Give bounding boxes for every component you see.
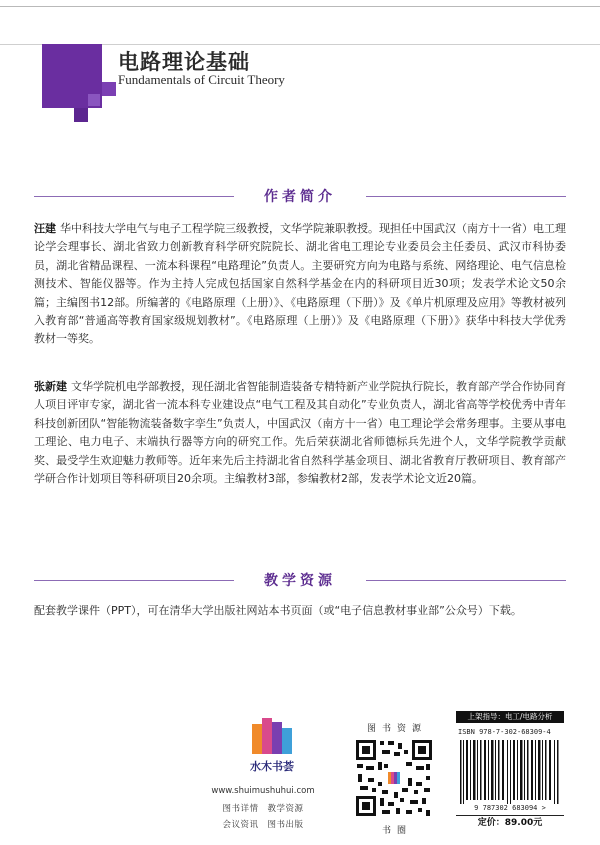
author-bio-text: 文华学院机电学部教授，现任湖北省智能制造装备专精特新产业学院执行院长，教育部产学合作协同育人项目评审专家，湖北省一流本科专业建设点“电气工程及其自动化”专业负责人，湖北省高等学校优秀中青年科技创新团队“智能物流装备数字孪生”负责人，中国武汉（南方十一省）电工理论学会常务理事。主要从事电工理论、电力电子、末端执行器等方向的研究工作。先后荣获湖北省师德标兵先进个人，文华学院教学贡献奖、最受学生欢迎魅力教师等。近年来先后主持湖北省自然科学基金项目、湖北省教育厅教研项目、教育部产学研合作计划项目等科研项目20余项。主编教材3部，参编教材2部，发表学术论文近20篇。 [34,380,566,486]
authors-heading-label: 作者简介 [264,189,336,205]
decor-block-small [74,108,88,122]
resources-heading-label: 教学资源 [264,573,336,589]
author-bio [34,220,566,349]
publisher-links: 会议资讯 图书出版 [222,820,304,830]
publisher-name: 水木书荟 [250,760,294,773]
shelf-guide: 上架指导：电工/电路分析 [456,711,564,723]
barcode-number: 9 787302 683094 > [474,804,546,812]
qr-code-icon [354,738,434,818]
books-logo-icon [252,718,292,754]
resources-heading [34,570,566,590]
author-bio-text: 华中科技大学电气与电子工程学院三级教授，文华学院兼职教授。现担任中国武汉（南方十一省）电工理论学会理事长、湖北省致力创新教育科学研究院院长、湖北省电工理论专业委员会主任委员、武汉市科协委员，湖北省精品课程、一流本科课程“电路理论”负责人。主要研究方向为电路与系统、网络理论、电气信息检测技术、智能仪器等。作为主持人完成包括国家自然科学基金在内的科研项目近30项；发表学术论文50余篇；主编图书12部。所编著的《电路原理（上册）》、《电路原理（下册）》及《单片机原理及应用》等教材被列入教育部“普通高等教育国家级规划教材”。《电路原理（上册）》及《电路原理（下册）》获华中科技大学优秀教材一等奖。 [34,222,566,346]
heading-rule-left [34,580,234,581]
author-name: 张新建 [34,380,67,393]
decor-block-small [102,82,116,96]
qr-caption: 书圈 [381,826,412,836]
qr-title: 图书资源 [366,724,427,734]
book-title-en: Fundamentals of Circuit Theory [118,72,285,87]
author-bio [34,378,566,488]
decor-block-small [88,94,100,106]
heading-rule-right [366,196,566,197]
top-rule [0,6,600,7]
resources-text: 配套教学课件（PPT），可在清华大学出版社网站本书页面（或“电子信息教材事业部”公众号）下载。 [34,604,522,617]
heading-rule-right [366,580,566,581]
author-name: 汪建 [34,222,56,235]
barcode-icon [456,738,564,804]
publisher-links: 图书详情 教学资源 [222,804,304,814]
heading-rule-left [34,196,234,197]
isbn-text: ISBN 978-7-302-68309-4 [458,728,551,736]
book-title-cn: 电路理论基础 [118,49,250,74]
publisher-url: www.shuimushuhui.com [211,786,315,796]
authors-heading [34,186,566,206]
price: 定价：89.00元 [456,815,564,829]
